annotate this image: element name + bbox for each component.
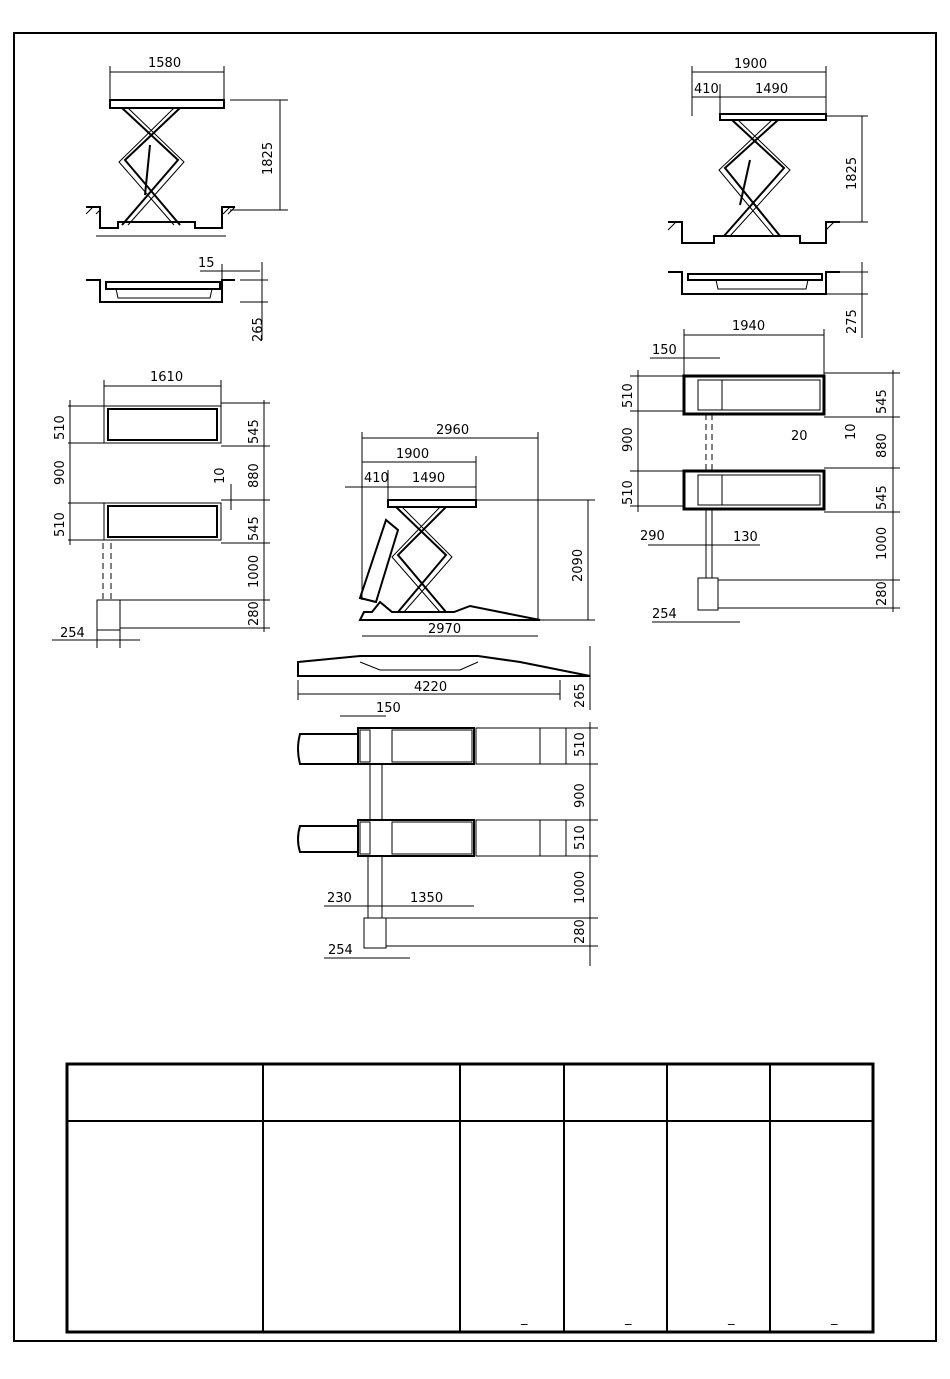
dim-b-gap-10: 10 <box>844 423 859 440</box>
table-dash: _ <box>831 1311 838 1326</box>
dim-a-recess-depth: 265 <box>251 317 266 342</box>
diagram-b-elevation <box>668 57 868 243</box>
table-dash: _ <box>728 1311 735 1326</box>
dim-b-offset: 410 <box>694 82 719 97</box>
dim-a-recess-gap: 15 <box>198 256 215 271</box>
dim-b-right-0: 545 <box>875 389 890 414</box>
dim-a-left-2: 510 <box>53 512 68 537</box>
diagram-b-recess <box>668 262 868 338</box>
dim-b-base-width: 130 <box>733 530 758 545</box>
dim-a-height: 1825 <box>261 141 276 175</box>
dim-c-plan-offset: 150 <box>376 701 401 716</box>
dim-b-platform: 1490 <box>755 82 789 97</box>
dim-b-recess-depth: 275 <box>845 309 860 334</box>
diagram-a-recess <box>86 256 268 342</box>
dim-a-plan-width: 1610 <box>150 370 184 385</box>
dim-c-right-1: 900 <box>573 783 588 808</box>
dim-c-ramp-depth: 265 <box>573 683 588 708</box>
dim-c-platform: 1490 <box>412 471 446 486</box>
dim-c-right-0: 510 <box>573 732 588 757</box>
dim-a-right-1: 880 <box>247 463 262 488</box>
dim-a-right-0: 545 <box>247 419 262 444</box>
dim-a-width: 1580 <box>148 56 182 71</box>
dim-a-right-3: 1000 <box>247 554 262 588</box>
dim-b-left-1: 900 <box>621 427 636 452</box>
dim-c-1350: 1350 <box>410 891 444 906</box>
dim-c-overall: 2960 <box>436 423 470 438</box>
table-dash: _ <box>625 1311 632 1326</box>
dim-c-post-width: 254 <box>328 943 353 958</box>
dim-c-right-4: 280 <box>573 919 588 944</box>
table-dash: _ <box>521 1311 528 1326</box>
diagram-c-elevation <box>345 423 595 637</box>
dim-a-left-1: 900 <box>53 460 68 485</box>
table-border <box>67 1064 873 1332</box>
diagram-c-ramp <box>298 646 590 710</box>
dim-a-post-width: 254 <box>60 626 85 641</box>
dim-c-right-3: 1000 <box>573 870 588 904</box>
dim-a-left-0: 510 <box>53 415 68 440</box>
dim-a-gap-small: 10 <box>213 467 228 484</box>
dim-c-right-2: 510 <box>573 825 588 850</box>
dim-c-base-length: 2970 <box>428 622 462 637</box>
diagram-a-elevation <box>86 56 288 236</box>
dim-c-ramp-length: 4220 <box>414 680 448 695</box>
dim-b-right-4: 280 <box>875 581 890 606</box>
dim-b-base-offset: 290 <box>640 529 665 544</box>
dim-c-total-width: 1900 <box>396 447 430 462</box>
diagram-b-plan <box>621 319 900 622</box>
dim-b-height: 1825 <box>845 156 860 190</box>
dim-b-right-1: 880 <box>875 433 890 458</box>
dim-b-left-0: 510 <box>621 383 636 408</box>
dim-b-plan-offset: 150 <box>652 343 677 358</box>
dim-b-right-2: 545 <box>875 485 890 510</box>
sheet-frame <box>14 33 936 1341</box>
dim-c-offset: 410 <box>364 471 389 486</box>
diagram-a-plan <box>52 370 270 648</box>
dim-a-right-2: 545 <box>247 516 262 541</box>
dim-c-230: 230 <box>327 891 352 906</box>
dim-b-left-2: 510 <box>621 480 636 505</box>
dim-b-gap-20: 20 <box>791 429 808 444</box>
dim-b-plan-width: 1940 <box>732 319 766 334</box>
dim-a-right-4: 280 <box>247 601 262 626</box>
spec-table <box>67 1064 873 1332</box>
dim-b-post-width: 254 <box>652 607 677 622</box>
dim-b-right-3: 1000 <box>875 526 890 560</box>
dim-c-height: 2090 <box>571 548 586 582</box>
dim-b-total-width: 1900 <box>734 57 768 72</box>
diagram-c-plan <box>298 701 598 966</box>
